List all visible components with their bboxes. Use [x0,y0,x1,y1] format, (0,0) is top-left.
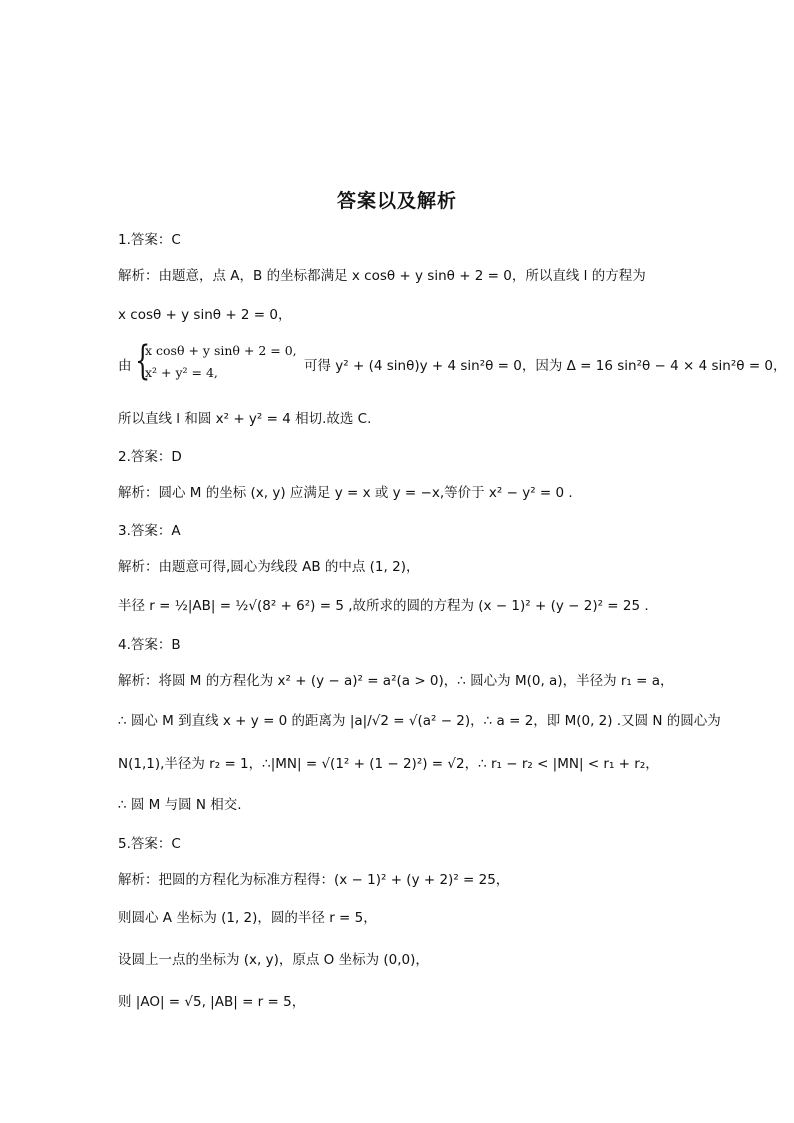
text-line: 解析：将圆 M 的方程化为 x² + (y − a)² = a²(a > 0)，∴ 圆心为 M(0, a)，半径为 r₁ = a， [118,673,674,689]
left-brace-icon: { [135,338,151,384]
system-conclusion: 可得 y² + (4 sinθ)y + 4 sin²θ = 0，因为 Δ = 16 sin²θ − 4 × 4 sin²θ = 0， [304,358,787,374]
text-line: ∴ 圆心 M 到直线 x + y = 0 的距离为 |a|/√2 = √(a² − 2)，∴ a = 2，即 M(0, 2) .又圆 N 的圆心为 [118,713,721,729]
text-line: 2.答案：D [118,449,182,465]
text-line: 半径 r = ½|AB| = ½√(8² + 6²) = 5 ,故所求的圆的方程为 (x − 1)² + (y − 2)² = 25 . [118,598,649,614]
text-line: 则圆心 A 坐标为 (1, 2)，圆的半径 r = 5， [118,910,377,926]
system-lead: 由 [118,358,132,374]
text-line: 则 |AO| = √5, |AB| = r = 5， [118,994,306,1010]
text-line: 解析：把圆的方程化为标准方程得：(x − 1)² + (y + 2)² = 25， [118,872,510,888]
text-line: 解析：由题意可得,圆心为线段 AB 的中点 (1, 2)， [118,559,420,575]
text-line: 1.答案：C [118,232,181,248]
text-line: 解析：圆心 M 的坐标 (x, y) 应满足 y = x 或 y = −x,等价于 x² − y² = 0 . [118,485,573,501]
text-line: 3.答案：A [118,523,181,539]
text-line: ∴ 圆 M 与圆 N 相交. [118,797,242,813]
page-title: 答案以及解析 [336,190,457,212]
text-line: 设圆上一点的坐标为 (x, y)，原点 O 坐标为 (0,0)， [118,952,429,968]
text-line: 解析：由题意，点 A，B 的坐标都满足 x cosθ + y sinθ + 2 = 0，所以直线 l 的方程为 [118,268,646,284]
text-line: 4.答案：B [118,637,181,653]
text-line: N(1,1),半径为 r₂ = 1，∴|MN| = √(1² + (1 − 2)²) = √2，∴ r₁ − r₂ < |MN| < r₁ + r₂， [118,756,659,772]
text-line: 所以直线 l 和圆 x² + y² = 4 相切.故选 C. [118,411,372,427]
text-line: x cosθ + y sinθ + 2 = 0， [118,307,292,323]
system-equation-1: x cosθ + y sinθ + 2 = 0, [145,343,297,358]
text-line: 5.答案：C [118,836,181,852]
system-equation-2: x² + y² = 4, [145,365,218,380]
